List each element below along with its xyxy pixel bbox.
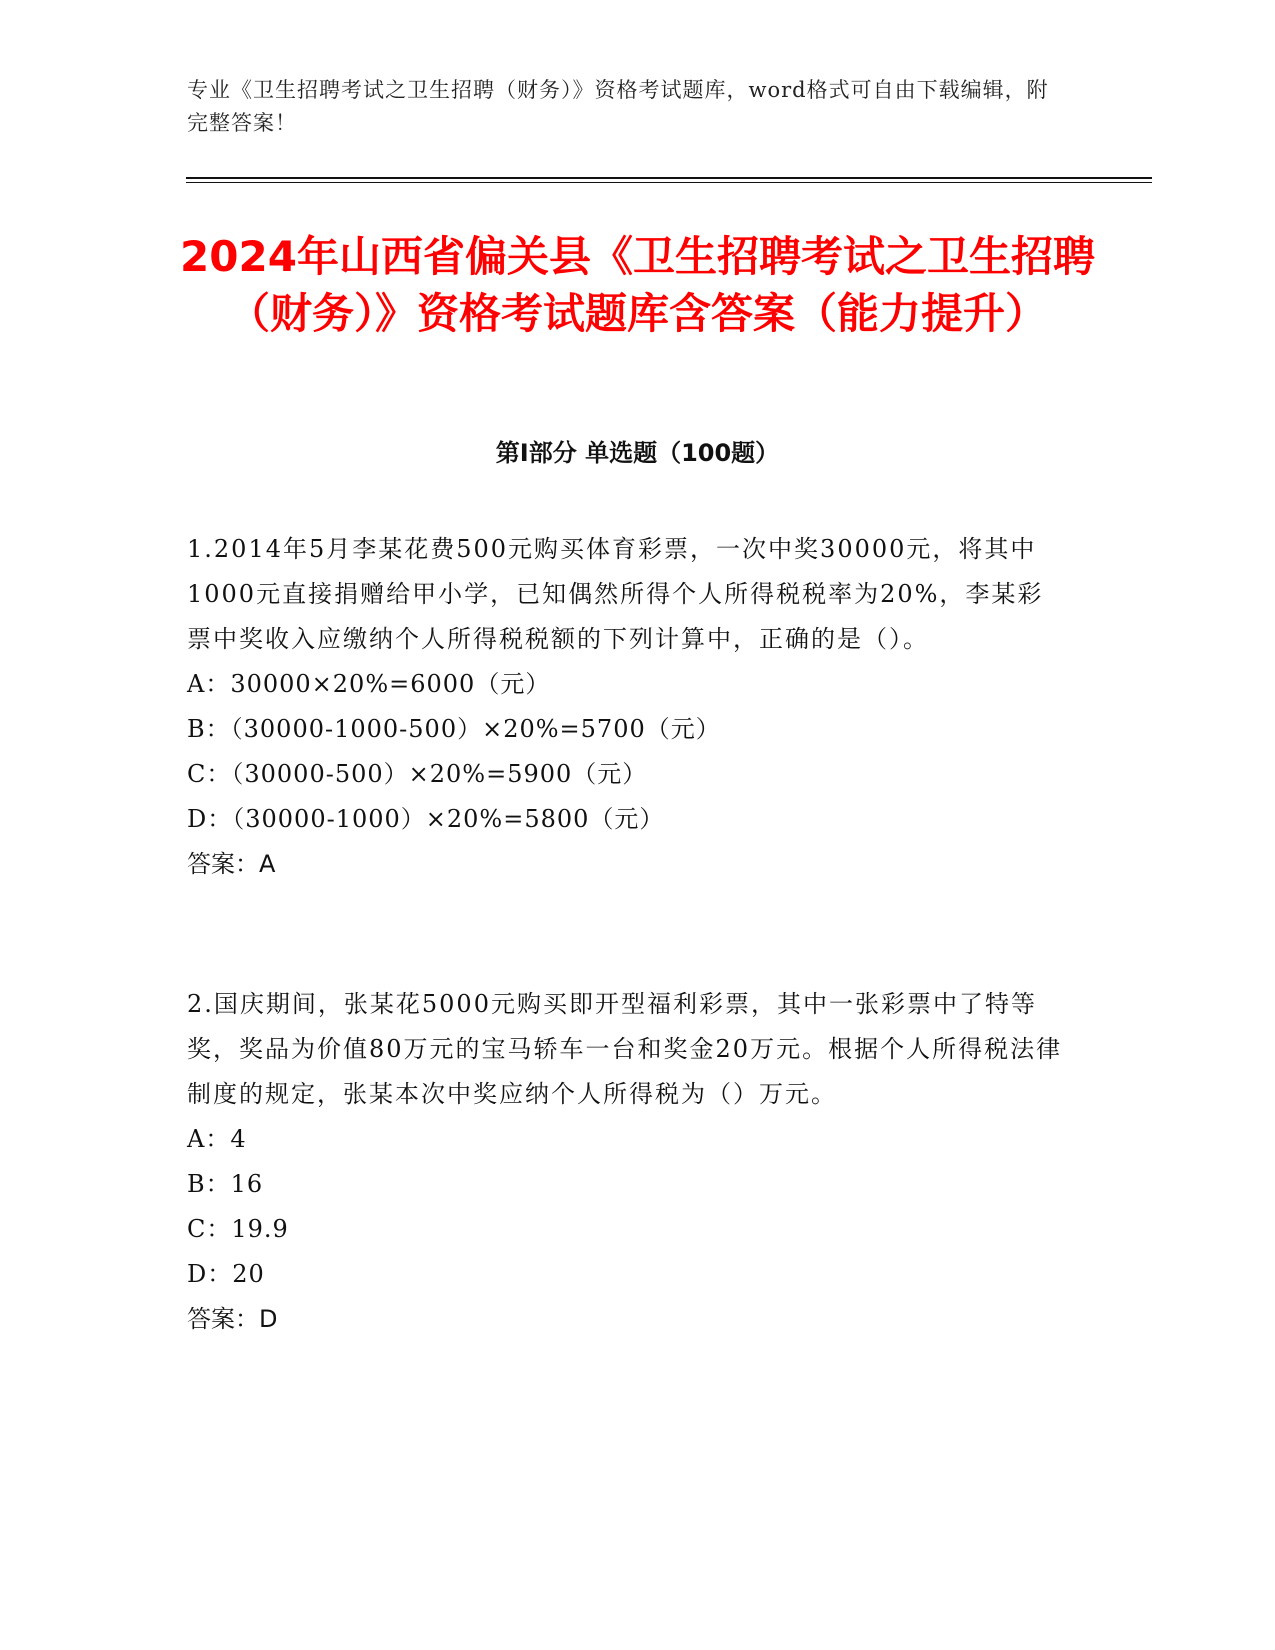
section-heading: 第Ⅰ部分 单选题（100题） xyxy=(495,439,780,467)
option-b: B：16 xyxy=(187,1170,264,1198)
header-divider xyxy=(186,177,1152,179)
option-c: C：19.9 xyxy=(187,1215,289,1243)
header-note: 专业《卫生招聘考试之卫生招聘（财务）》资格考试题库，word格式可自由下载编辑，附完整答案！ xyxy=(187,78,1049,135)
option-c: C：（30000-500）×20%=5900（元） xyxy=(187,760,648,788)
answer: 答案：D xyxy=(187,1305,278,1333)
header-divider-thin xyxy=(186,182,1152,183)
option-a: A：4 xyxy=(187,1125,247,1153)
question-text: 1.2014年5月李某花费500元购买体育彩票，一次中奖30000元，将其中1000元直接捐赠给甲小学，已知偶然所得个人所得税税率为20%，李某彩票中奖收入应缴纳个人所得税税额的下列计算中，正确的是（）。 xyxy=(187,535,1044,653)
option-a: A：30000×20%=6000（元） xyxy=(187,670,551,698)
question-2 xyxy=(187,982,1067,1342)
question-text: 2.国庆期间，张某花5000元购买即开型福利彩票，其中一张彩票中了特等奖，奖品为价值80万元的宝马轿车一台和奖金20万元。根据个人所得税法律制度的规定，张某本次中奖应纳个人所得税为（）万元。 xyxy=(187,990,1063,1108)
answer: 答案：A xyxy=(187,850,276,878)
option-b: B：（30000-1000-500）×20%=5700（元） xyxy=(187,715,721,743)
option-d: D：（30000-1000）×20%=5800（元） xyxy=(187,805,665,833)
question-1 xyxy=(187,527,1067,887)
option-d: D：20 xyxy=(187,1260,265,1288)
document-title: 2024年山西省偏关县《卫生招聘考试之卫生招聘（财务）》资格考试题库含答案（能力提升） xyxy=(180,232,1095,338)
